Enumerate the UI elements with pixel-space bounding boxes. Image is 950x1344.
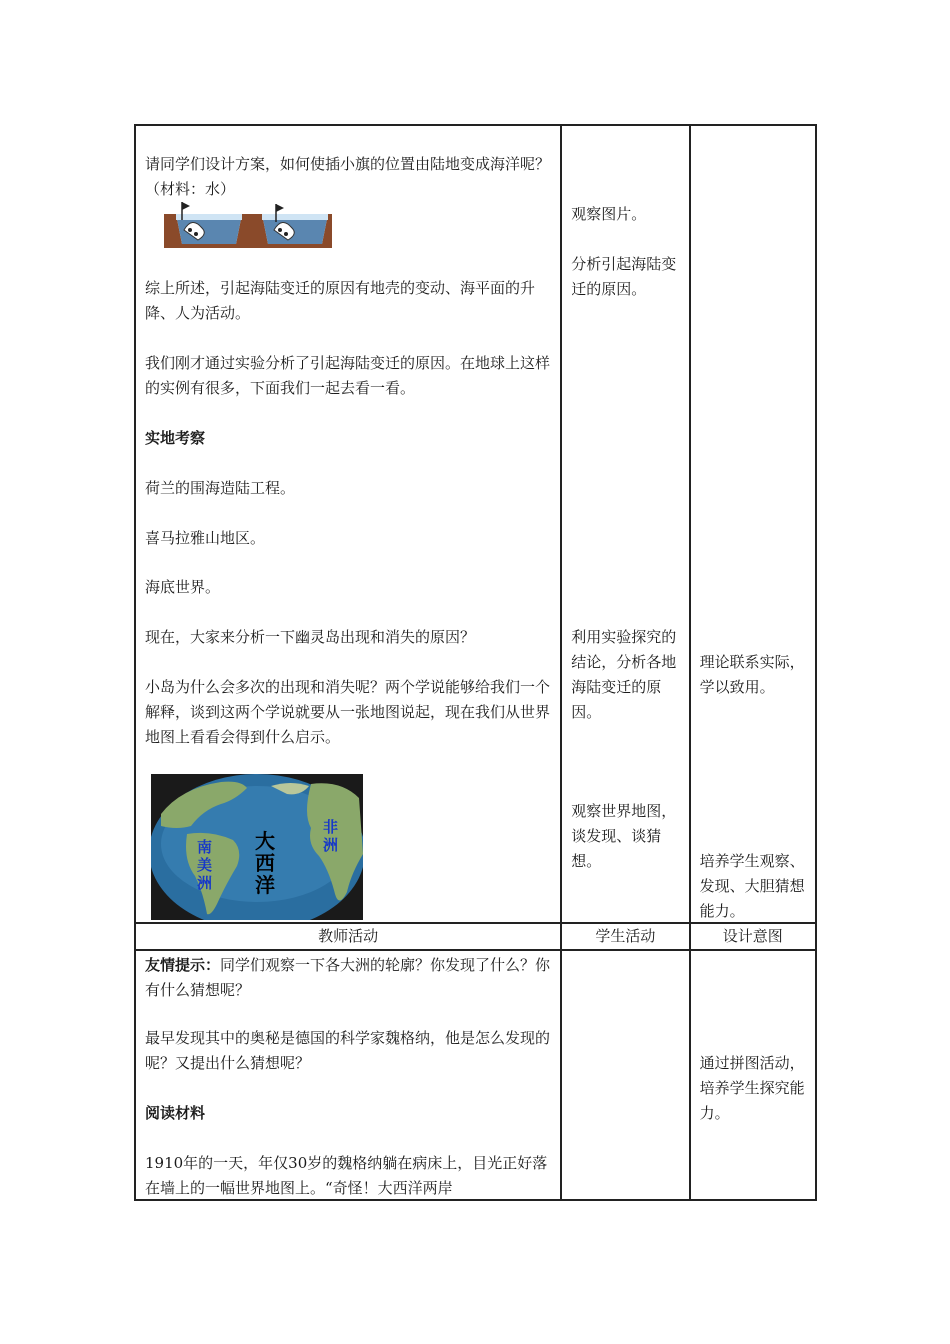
experiment-transition: 我们刚才通过实验分析了引起海陆变迁的原因。在地球上这样的实例有很多，下面我们一起去看一看。 xyxy=(145,354,551,397)
content-row-1 xyxy=(135,125,816,923)
field-trip-heading: 实地考察 xyxy=(145,429,206,447)
seabed-item: 海底世界。 xyxy=(145,578,221,596)
summary-causes: 综上所述，引起海陆变迁的原因有地壳的变动、海平面的升降、人为活动。 xyxy=(145,279,536,322)
student-activity-cell-2 xyxy=(561,950,689,1200)
atlantic-world-map xyxy=(151,774,363,920)
design-intent-cell-2 xyxy=(690,950,816,1200)
design-observation-ability: 培养学生观察、发现、大胆猜想能力。 xyxy=(699,852,805,920)
wegener-discovery: 最早发现其中的奥秘是德国的科学家魏格纳，他是怎么发现的呢？又提出什么猜想呢？ xyxy=(145,1029,551,1072)
content-row-2 xyxy=(135,950,816,1200)
student-activity-cell xyxy=(561,125,689,923)
tip-label: 友情提示： xyxy=(145,956,221,974)
student-analyze-causes: 分析引起海陆变迁的原因。 xyxy=(571,255,677,298)
design-puzzle-activity: 通过拼图活动，培养学生探究能力。 xyxy=(699,1054,805,1122)
ghost-island-question: 现在，大家来分析一下幽灵岛出现和消失的原因？ xyxy=(145,628,476,646)
header-design-intent: 设计意图 xyxy=(690,923,816,950)
flag-experiment-diagram xyxy=(162,200,332,250)
reading-material-heading: 阅读材料 xyxy=(145,1104,206,1122)
two-theories-intro: 小岛为什么会多次的出现和消失呢？两个学说能够给我们一个解释，谈到这两个学说就要从一张地图说起，现在我们从世界地图上看看会得到什么启示。 xyxy=(145,678,551,746)
student-use-experiment: 利用实验探究的结论，分析各地海陆变迁的原因。 xyxy=(571,628,677,721)
netherlands-item: 荷兰的围海造陆工程。 xyxy=(145,479,296,497)
africa-label: 非洲 xyxy=(323,818,339,854)
basin-after-icon xyxy=(252,204,332,248)
header-teacher-activity: 教师活动 xyxy=(135,923,561,950)
design-theory-practice: 理论联系实际，学以致用。 xyxy=(699,653,805,696)
student-observe-map: 观察世界地图，谈发现、谈猜想。 xyxy=(571,802,677,870)
atlantic-label: 大西洋 xyxy=(255,829,275,897)
student-observe-picture: 观察图片。 xyxy=(571,205,647,223)
basin-before-icon xyxy=(164,202,252,248)
header-student-activity: 学生活动 xyxy=(561,923,689,950)
design-plan-question: 请同学们设计方案，如何使插小旗的位置由陆地变成海洋呢？（材料：水） xyxy=(145,155,551,198)
lesson-plan-table xyxy=(134,124,817,1201)
header-row xyxy=(135,923,816,950)
tip-text: 同学们观察一下各大洲的轮廓？你发现了什么？你有什么猜想呢？ xyxy=(145,956,551,999)
friendly-tip xyxy=(145,953,554,1003)
teacher-activity-cell xyxy=(135,125,561,923)
south-america-label: 南美洲 xyxy=(197,838,213,892)
himalaya-item: 喜马拉雅山地区。 xyxy=(145,529,266,547)
teacher-activity-cell-2 xyxy=(135,950,561,1200)
design-intent-cell xyxy=(690,125,816,923)
wegener-story: 1910年的一天，年仅30岁的魏格纳躺在病床上，目光正好落在墙上的一幅世界地图上。“奇怪！大西洋两岸 xyxy=(145,1154,548,1197)
